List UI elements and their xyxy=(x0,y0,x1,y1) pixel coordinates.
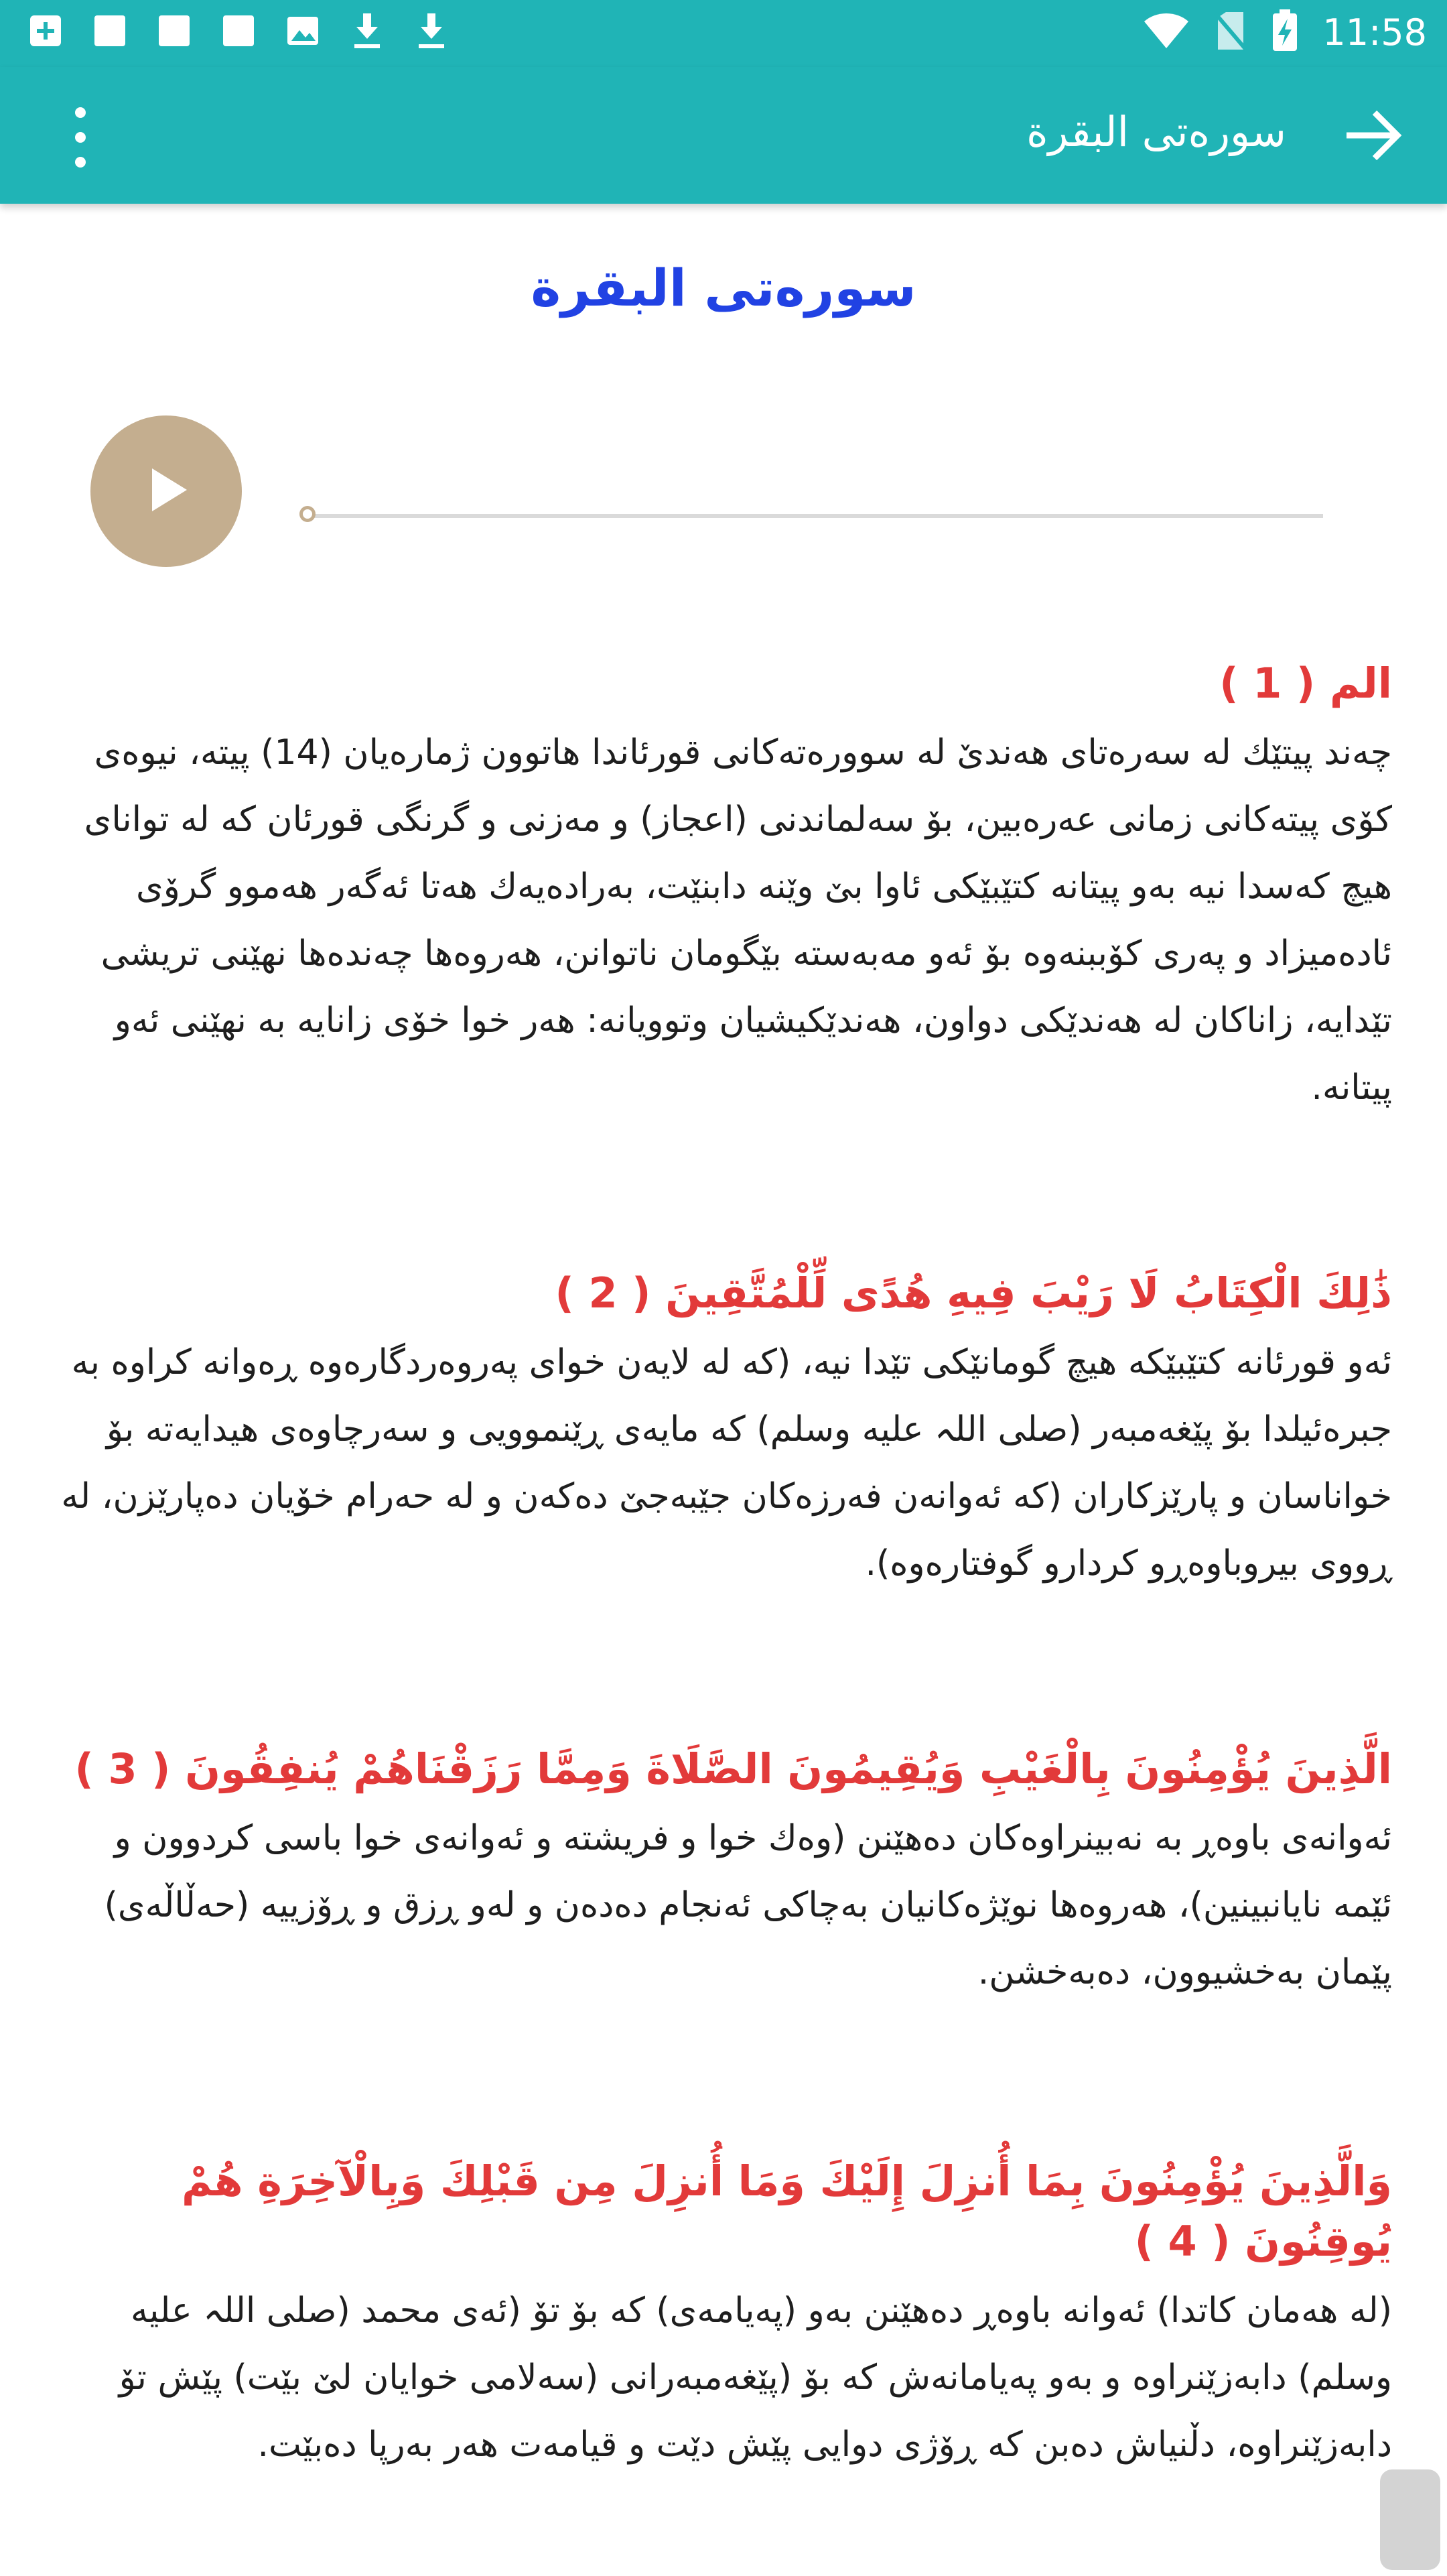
square-icon xyxy=(220,12,257,50)
image-icon xyxy=(284,12,322,50)
audio-progress-track[interactable] xyxy=(301,514,1323,518)
ayah-arabic: وَالَّذِينَ يُؤْمِنُونَ بِمَا أُنزِلَ إِلَيْكَ وَمَا أُنزِلَ مِن قَبْلِكَ وَبِالْآخِرَةِ هُمْ يُوقِنُونَ ( 4 ) xyxy=(182,2156,1392,2266)
ayah-translation: ئەوانەی باوەڕ بە نەبینراوەکان دەهێنن (وەك خوا و فریشتە و ئەوانەی خوا باسی کردوون و ئێمە نایانبینین)، هەروەها نوێژەکانیان بەچاکی ئەنجام دەدەن و لەو ڕزق و ڕۆزییە (حەڵاڵەی) پێمان بەخشیوون، دەبەخشن. xyxy=(104,1818,1392,1992)
clock-time: 11:58 xyxy=(1322,11,1427,54)
ayah-arabic: الم ( 1 ) xyxy=(1219,659,1392,708)
page-title: سورەتی البقرة xyxy=(531,258,916,318)
ayah-item xyxy=(54,653,1392,1121)
arrow-right-icon[interactable] xyxy=(1340,109,1407,162)
status-bar xyxy=(0,0,1447,67)
wifi-icon xyxy=(1143,12,1190,52)
bazaar-logo-icon xyxy=(1367,2463,1447,2573)
ayah-item xyxy=(54,2151,1392,2478)
ayah-translation: (لە هەمان کاتدا) ئەوانە باوەڕ دەهێنن بەو (پەیامەی) کە بۆ تۆ (ئەی محمد (صلی اللہ علیە وسلم) دابەزێنراوە و بەو پەیامانەش کە بۆ (پێغەمبەرانی (سەلامی خوایان لێ بێت) پێش تۆ دابەزێنراوە، دڵنیاش دەبن کە ڕۆژی دوایی پێش دێت و قیامەت هەر بەرپا دەبێت. xyxy=(119,2291,1392,2465)
system-icons xyxy=(1143,9,1427,55)
ayah-item xyxy=(54,1739,1392,2006)
app-bar-title: سورەتی البقرة xyxy=(1026,107,1286,156)
more-vert-icon[interactable] xyxy=(60,107,100,168)
no-sim-icon xyxy=(1214,11,1247,54)
square-icon xyxy=(155,12,193,50)
ayah-arabic: الَّذِينَ يُؤْمِنُونَ بِالْغَيْبِ وَيُقِيمُونَ الصَّلَاةَ وَمِمَّا رَزَقْنَاهُمْ يُنفِقُونَ ( 3 ) xyxy=(74,1744,1392,1793)
app-bar xyxy=(0,67,1447,204)
play-button[interactable] xyxy=(90,415,242,567)
play-icon xyxy=(143,463,190,519)
ayah-translation: چەند پیتێك لە سەرەتای هەندێ لە سوورەتەکانی قورئاندا هاتوون ژمارەیان (14) پیتە، نیوەی کۆی پیتەکانی زمانی عەرەبین، بۆ سەلماندنی (اعجاز) و مەزنی و گرنگی قورئان کە لە توانای هیچ کەسدا نیە بەو پیتانە کتێبێکی ئاوا بێ وێنە دابنێت، بەرادەیەك هەتا ئەگەر هەموو گرۆی ئادەمیزاد و پەری کۆببنەوە بۆ ئەو مەبەستە بێگومان ناتوانن، هەروەها چەندەها نهێنی تریشی تێدایە، زاناکان لە هەندێکی دواون، هەندێکیشیان وتوویانە: هەر خوا خۆی زانایە بە نهێنی ئەو پیتانە. xyxy=(84,732,1392,1108)
square-icon xyxy=(91,12,129,50)
ayah-item xyxy=(54,1263,1392,1597)
plus-square-icon xyxy=(27,12,64,50)
battery-charging-icon xyxy=(1271,9,1298,55)
ayah-translation: ئەو قورئانە کتێبێکە هیچ گومانێکی تێدا نیە، (کە لە لایەن خوای پەروەردگارەوە ڕەوانە کراوە بە جبرەئیلدا بۆ پێغەمبەر (صلی اللہ علیە وسلم) کە مایەی ڕێنموویی و سەرچاوەی هیدایەتە بۆ خواناسان و پارێزکاران (کە ئەوانەن فەرزەکان جێبەجێ دەکەن و لە حەرام خۆیان دەپارێزن، لە ڕووی بیروباوەڕو کردارو گوفتارەوە). xyxy=(61,1342,1392,1584)
ayah-arabic: ذَٰلِكَ الْكِتَابُ لَا رَيْبَ فِيهِ هُدًى لِّلْمُتَّقِينَ ( 2 ) xyxy=(555,1269,1392,1317)
download-icon xyxy=(413,12,450,50)
audio-progress-thumb[interactable] xyxy=(299,506,316,522)
notification-icons xyxy=(27,12,450,50)
download-icon xyxy=(348,12,386,50)
